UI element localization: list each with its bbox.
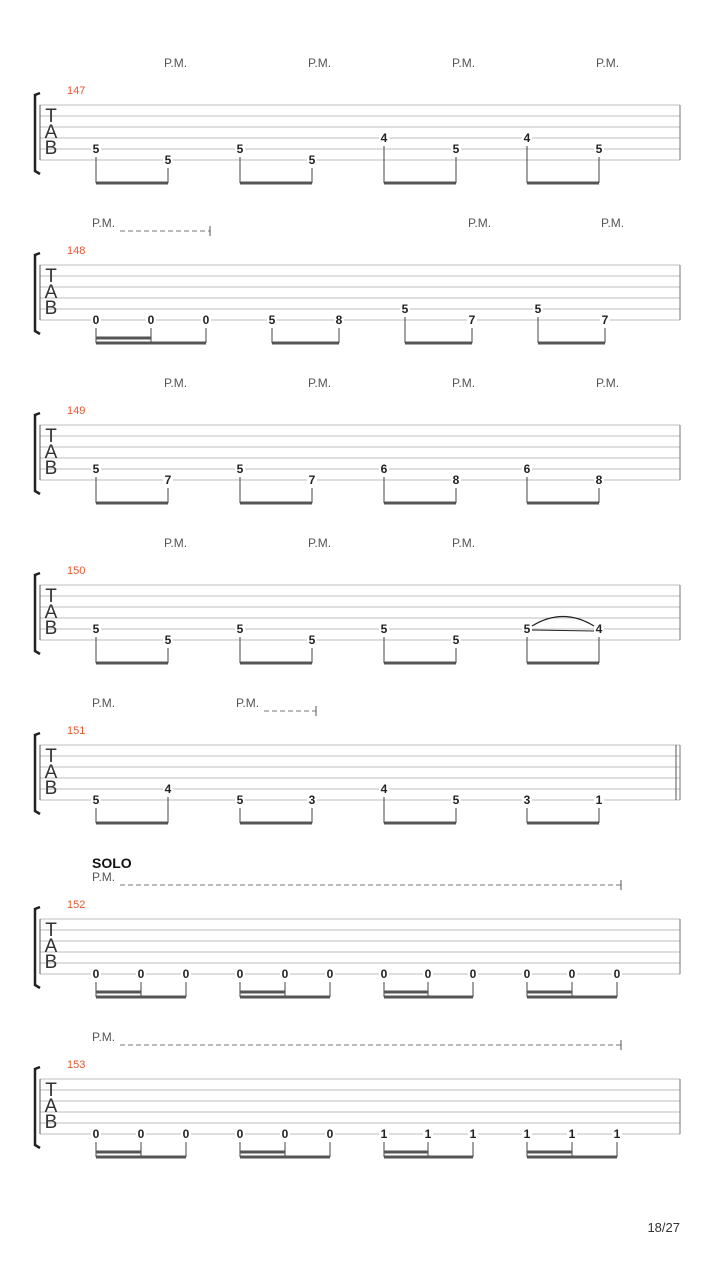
fret-number: 5 — [452, 142, 460, 156]
fret-number: 0 — [147, 313, 155, 327]
fret-number: 4 — [523, 131, 531, 145]
fret-number: 5 — [308, 633, 316, 647]
palm-mute-label: P.M. — [92, 696, 116, 710]
fret-number: 0 — [182, 1127, 190, 1141]
tab-clef-letter: A — [44, 282, 58, 303]
fret-number: 4 — [380, 131, 388, 145]
system-bracket — [35, 1067, 40, 1148]
tab-system — [35, 706, 680, 814]
tab-system — [35, 573, 680, 654]
fret-number: 8 — [452, 473, 460, 487]
fret-number: 5 — [236, 622, 244, 636]
palm-mute-label: P.M. — [92, 1030, 116, 1044]
measure-number: 151 — [67, 725, 86, 737]
system-bracket — [35, 253, 40, 334]
tab-clef-letter: B — [44, 618, 58, 639]
tab-clef-letter: A — [44, 442, 58, 463]
palm-mute-label: P.M. — [452, 376, 476, 390]
fret-number: 5 — [92, 622, 100, 636]
palm-mute-label: P.M. — [308, 376, 332, 390]
fret-number: 5 — [308, 153, 316, 167]
fret-number: 5 — [236, 142, 244, 156]
palm-mute-label: P.M. — [452, 536, 476, 550]
fret-number: 4 — [164, 782, 172, 796]
tab-clef-letter: T — [45, 426, 57, 447]
fret-number: 5 — [523, 622, 531, 636]
fret-number: 5 — [534, 302, 542, 316]
fret-number: 5 — [595, 142, 603, 156]
palm-mute-label: P.M. — [308, 56, 332, 70]
fret-number: 0 — [380, 967, 388, 981]
palm-mute-label: P.M. — [92, 870, 116, 884]
tab-clef-letter: B — [44, 138, 58, 159]
tab-clef-letter: B — [44, 1112, 58, 1133]
fret-number: 3 — [523, 793, 531, 807]
measure-number: 153 — [67, 1059, 86, 1071]
system-bracket — [35, 93, 40, 174]
slide-line — [532, 630, 594, 631]
palm-mute-label: P.M. — [164, 56, 188, 70]
fret-number: 5 — [452, 793, 460, 807]
fret-number: 1 — [380, 1127, 388, 1141]
tab-clef-letter: T — [45, 920, 57, 941]
system-bracket — [35, 413, 40, 494]
fret-number: 1 — [424, 1127, 432, 1141]
tab-system — [35, 93, 680, 174]
fret-number: 1 — [568, 1127, 576, 1141]
fret-number: 5 — [236, 793, 244, 807]
tab-system — [35, 880, 680, 988]
tab-system — [35, 1040, 680, 1148]
tab-clef-letter: B — [44, 458, 58, 479]
fret-number: 5 — [92, 793, 100, 807]
fret-number: 7 — [164, 473, 172, 487]
fret-number: 0 — [236, 967, 244, 981]
tab-clef-letter: A — [44, 602, 58, 623]
fret-number: 0 — [236, 1127, 244, 1141]
palm-mute-label: P.M. — [308, 536, 332, 550]
palm-mute-label: P.M. — [596, 56, 620, 70]
measure-number: 149 — [67, 405, 86, 417]
fret-number: 0 — [137, 1127, 145, 1141]
fret-number: 5 — [164, 153, 172, 167]
system-bracket — [35, 907, 40, 988]
fret-number: 0 — [202, 313, 210, 327]
fret-number: 0 — [281, 967, 289, 981]
section-label: SOLO — [92, 855, 132, 871]
fret-number: 5 — [380, 622, 388, 636]
fret-number: 0 — [469, 967, 477, 981]
tab-clef-letter: B — [44, 778, 58, 799]
fret-number: 5 — [164, 633, 172, 647]
fret-number: 5 — [92, 142, 100, 156]
fret-number: 1 — [595, 793, 603, 807]
fret-number: 0 — [568, 967, 576, 981]
fret-number: 4 — [380, 782, 388, 796]
fret-number: 5 — [92, 462, 100, 476]
palm-mute-label: P.M. — [601, 216, 625, 230]
palm-mute-label: P.M. — [452, 56, 476, 70]
tab-system — [35, 413, 680, 494]
fret-number: 0 — [92, 313, 100, 327]
fret-number: 0 — [281, 1127, 289, 1141]
measure-number: 148 — [67, 245, 86, 257]
tab-clef-letter: B — [44, 952, 58, 973]
measure-number: 152 — [67, 899, 86, 911]
fret-number: 5 — [452, 633, 460, 647]
fret-number: 0 — [182, 967, 190, 981]
tab-clef-letter: B — [44, 298, 58, 319]
fret-number: 6 — [380, 462, 388, 476]
fret-number: 0 — [92, 1127, 100, 1141]
fret-number: 1 — [613, 1127, 621, 1141]
tab-clef-letter: A — [44, 122, 58, 143]
fret-number: 0 — [326, 1127, 334, 1141]
palm-mute-label: P.M. — [164, 376, 188, 390]
measure-number: 150 — [67, 565, 86, 577]
tab-clef-letter: T — [45, 1080, 57, 1101]
fret-number: 5 — [401, 302, 409, 316]
tab-clef-letter: T — [45, 586, 57, 607]
tab-clef-letter: T — [45, 746, 57, 767]
fret-number: 0 — [613, 967, 621, 981]
fret-number: 6 — [523, 462, 531, 476]
fret-number: 4 — [595, 622, 603, 636]
fret-number: 0 — [326, 967, 334, 981]
fret-number: 8 — [335, 313, 343, 327]
tab-clef-letter: A — [44, 936, 58, 957]
fret-number: 7 — [601, 313, 609, 327]
palm-mute-label: P.M. — [468, 216, 492, 230]
tab-clef-letter: T — [45, 266, 57, 287]
tab-clef-letter: A — [44, 762, 58, 783]
palm-mute-label: P.M. — [92, 216, 116, 230]
tab-system — [35, 226, 680, 334]
fret-number: 0 — [523, 967, 531, 981]
tab-clef-letter: A — [44, 1096, 58, 1117]
fret-number: 3 — [308, 793, 316, 807]
palm-mute-label: P.M. — [596, 376, 620, 390]
fret-number: 1 — [469, 1127, 477, 1141]
fret-number: 7 — [308, 473, 316, 487]
fret-number: 5 — [268, 313, 276, 327]
fret-number: 1 — [523, 1127, 531, 1141]
fret-number: 0 — [137, 967, 145, 981]
tab-clef-letter: T — [45, 106, 57, 127]
system-bracket — [35, 733, 40, 814]
fret-number: 5 — [236, 462, 244, 476]
fret-number: 7 — [468, 313, 476, 327]
fret-number: 0 — [92, 967, 100, 981]
fret-number: 8 — [595, 473, 603, 487]
palm-mute-label: P.M. — [236, 696, 260, 710]
page-number: 18/27 — [647, 1220, 680, 1235]
palm-mute-label: P.M. — [164, 536, 188, 550]
system-bracket — [35, 573, 40, 654]
measure-number: 147 — [67, 85, 86, 97]
fret-number: 0 — [424, 967, 432, 981]
